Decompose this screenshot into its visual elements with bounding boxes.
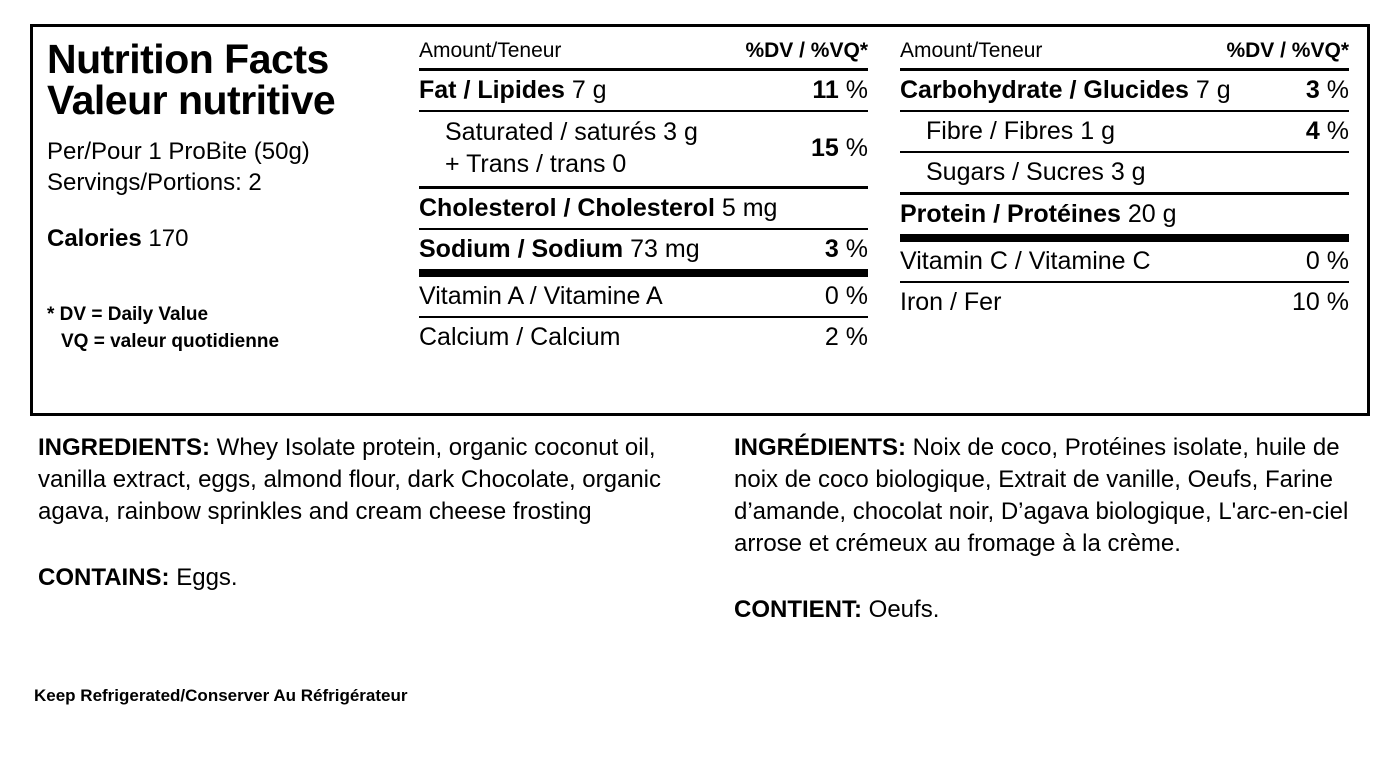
- carbohydrate-dv-percent: %: [1326, 76, 1349, 104]
- footnote-line-2: VQ = valeur quotidienne: [61, 331, 280, 353]
- servings-per-container: Servings/Portions: 2: [47, 169, 262, 197]
- nutrition-summary-column: [33, 27, 405, 413]
- calories-label: Calories: [47, 224, 142, 252]
- vitamin-c-dv: [1306, 247, 1349, 276]
- dv-header-2: %DV / %VQ*: [1226, 39, 1349, 62]
- serving-size: Per/Pour 1 ProBite (50g): [47, 138, 310, 166]
- ingredients-french: [700, 432, 1400, 624]
- keep-refrigerated-note: Keep Refrigerated/Conserver Au Réfrigérateur: [34, 686, 408, 705]
- column-header-row: [419, 35, 868, 71]
- contains-paragraph-fr: [734, 596, 1360, 624]
- carbohydrate-amount: 7 g: [1195, 76, 1231, 104]
- ingredients-text-en: Whey Isolate protein, organic coconut oil, vanilla extract, eggs, almond flour, dark Chocolate, organic agava, rainbow sprinkles and cream cheese frosting: [38, 434, 662, 525]
- daily-value-footnote: [47, 301, 389, 356]
- protein-label: Protein / Protéines: [900, 200, 1121, 228]
- fibre-amount: 1 g: [1080, 117, 1115, 145]
- fat-dv-value: 11: [812, 76, 839, 104]
- fat-amount: 7 g: [571, 76, 607, 104]
- fibre-dv-percent: %: [1326, 117, 1349, 145]
- ingredients-text-fr: Noix de coco, Protéines isolate, huile de noix de coco biologique, Extrait de vanille, Oeufs, Farine d’amande, chocolat noir, D’agava biologique, L'arc-en-ciel arrose et crémeux au fromage à la crème.: [734, 434, 1349, 557]
- vitamin-a-dv-percent: %: [845, 282, 868, 310]
- calories-row: [47, 225, 389, 253]
- nutrient-row-sugars: [900, 153, 1349, 195]
- contains-text-fr: Oeufs.: [862, 595, 940, 623]
- calcium-dv: [825, 323, 868, 352]
- fat-dv-percent: %: [845, 76, 868, 104]
- vitamin-c-dv-percent: %: [1326, 247, 1349, 275]
- sodium-amount: 73 mg: [630, 235, 700, 263]
- amount-header: Amount/Teneur: [419, 39, 562, 62]
- ingredients-paragraph-en: [38, 432, 670, 528]
- sugars-label: Sugars / Sucres: [926, 158, 1104, 186]
- iron-dv-value: 10: [1292, 288, 1320, 316]
- fibre-dv: [1306, 117, 1349, 146]
- nutrient-label: [419, 76, 607, 105]
- saturated-label: Saturated / saturés 3 g: [445, 118, 698, 146]
- nutrient-row-iron: [900, 283, 1349, 322]
- fat-label: Fat / Lipides: [419, 76, 565, 104]
- nutrient-row-saturated: [419, 112, 868, 189]
- vitamin-a-dv: [825, 282, 868, 311]
- trans-label: + Trans / trans 0: [445, 150, 627, 178]
- saturated-dv-value: 15: [811, 133, 839, 162]
- amount-header-2: Amount/Teneur: [900, 39, 1043, 62]
- cholesterol-amount: 5 mg: [721, 194, 778, 222]
- contains-label-en: CONTAINS:: [38, 563, 170, 591]
- calcium-dv-percent: %: [845, 323, 868, 351]
- ingredients-paragraph-fr: [734, 432, 1360, 560]
- iron-dv-percent: %: [1326, 288, 1349, 316]
- vitamin-a-label: Vitamin A / Vitamine A: [419, 282, 663, 310]
- nutrient-row-fibre: [900, 112, 1349, 153]
- sodium-dv: [825, 235, 868, 264]
- contains-paragraph-en: [38, 564, 670, 592]
- saturated-labels: [445, 116, 698, 180]
- carbohydrate-dv: [1306, 76, 1349, 105]
- calcium-label: Calcium / Calcium: [419, 323, 621, 351]
- ingredients-section: [0, 432, 1400, 624]
- fat-dv: [812, 76, 868, 105]
- nutrient-row-protein: [900, 195, 1349, 242]
- nutrition-facts-panel: [30, 24, 1370, 416]
- sodium-dv-value: 3: [824, 235, 839, 263]
- dv-header: %DV / %VQ*: [745, 39, 868, 62]
- nutrition-title-fr: Valeur nutritive: [47, 77, 336, 124]
- column-header-row-2: [900, 35, 1349, 71]
- footnote-line-1: * DV = Daily Value: [47, 303, 209, 325]
- sodium-label: Sodium / Sodium: [419, 235, 624, 263]
- saturated-dv-percent: %: [845, 133, 868, 162]
- contains-label-fr: CONTIENT:: [734, 595, 862, 623]
- carbohydrate-dv-value: 3: [1305, 76, 1320, 104]
- saturated-dv: [811, 134, 868, 163]
- spacer-2: [900, 322, 1349, 409]
- sodium-dv-percent: %: [845, 235, 868, 263]
- nutrient-row-fat: [419, 71, 868, 112]
- nutrient-row-vitamin-c: [900, 242, 1349, 283]
- calories-value: 170: [148, 224, 189, 252]
- protein-amount: 20 g: [1127, 200, 1177, 228]
- ingredients-english: [0, 432, 700, 624]
- fibre-label: Fibre / Fibres: [926, 117, 1074, 145]
- vitamin-a-dv-value: 0: [824, 282, 839, 310]
- nutrition-title-en: Nutrition Facts: [47, 36, 329, 82]
- contains-text-en: Eggs.: [169, 563, 238, 591]
- carbohydrate-label: Carbohydrate / Glucides: [900, 76, 1189, 104]
- nutrient-row-calcium: [419, 318, 868, 357]
- nutrient-row-vitamin-a: [419, 277, 868, 318]
- iron-label: Iron / Fer: [900, 288, 1002, 316]
- ingredients-label-fr: INGRÉDIENTS:: [734, 434, 907, 461]
- calcium-dv-value: 2: [824, 323, 839, 351]
- vitamin-c-label: Vitamin C / Vitamine C: [900, 247, 1151, 275]
- nutrient-row-sodium: [419, 230, 868, 277]
- nutrient-row-carbohydrate: [900, 71, 1349, 112]
- nutrient-row-cholesterol: [419, 189, 868, 230]
- vitamin-c-dv-value: 0: [1305, 247, 1320, 275]
- iron-dv: [1292, 288, 1349, 317]
- spacer: [419, 357, 868, 409]
- nutrient-column-right: [884, 27, 1367, 413]
- fibre-dv-value: 4: [1305, 117, 1320, 145]
- cholesterol-label: Cholesterol / Cholesterol: [419, 194, 715, 222]
- sugars-amount: 3 g: [1110, 158, 1146, 186]
- ingredients-label-en: INGREDIENTS:: [38, 434, 211, 461]
- nutrient-column-left: [405, 27, 884, 413]
